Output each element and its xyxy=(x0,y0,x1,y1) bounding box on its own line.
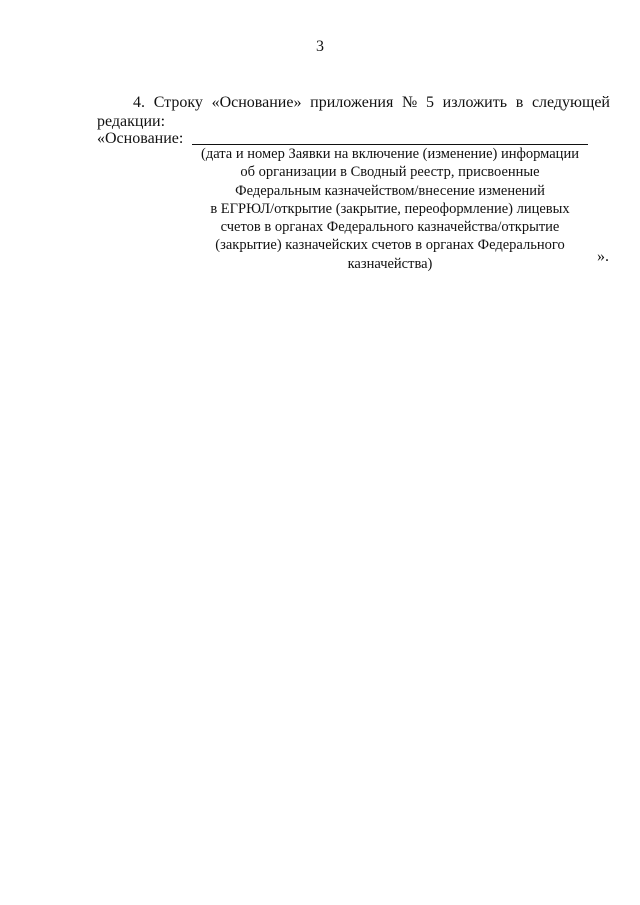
hint-line: Федеральным казначейством/внесение изменений xyxy=(235,182,545,199)
item-word: в xyxy=(515,94,524,111)
amendment-item-first-line xyxy=(97,94,610,112)
hint-line: об организации в Сводный реестр, присвоенные xyxy=(240,164,540,181)
item-word: № xyxy=(401,94,418,111)
hint-line: в ЕГРЮЛ/открытие (закрытие, переоформление) лицевых xyxy=(210,200,570,217)
amendment-item-continuation: редакции: xyxy=(97,113,166,130)
item-word: 5 xyxy=(425,94,434,111)
item-word: Строку xyxy=(153,94,203,111)
closing-quote: ». xyxy=(597,248,609,265)
item-word: изложить xyxy=(442,94,507,111)
basis-label: «Основание: xyxy=(97,130,184,147)
item-word: «Основание» xyxy=(211,94,302,111)
hint-line: казначейства) xyxy=(347,255,433,272)
hint-line: (дата и номер Заявки на включение (изменение) информации xyxy=(201,146,579,162)
hint-line: (закрытие) казначейских счетов в органах Федерального xyxy=(215,237,565,254)
item-number: 4. xyxy=(133,94,145,111)
hint-line: счетов в органах Федерального казначейства/открытие xyxy=(220,219,560,236)
page-number: 3 xyxy=(316,38,324,55)
item-word: приложения xyxy=(310,94,394,111)
basis-hint-text xyxy=(192,145,588,273)
item-word: следующей xyxy=(531,94,610,111)
